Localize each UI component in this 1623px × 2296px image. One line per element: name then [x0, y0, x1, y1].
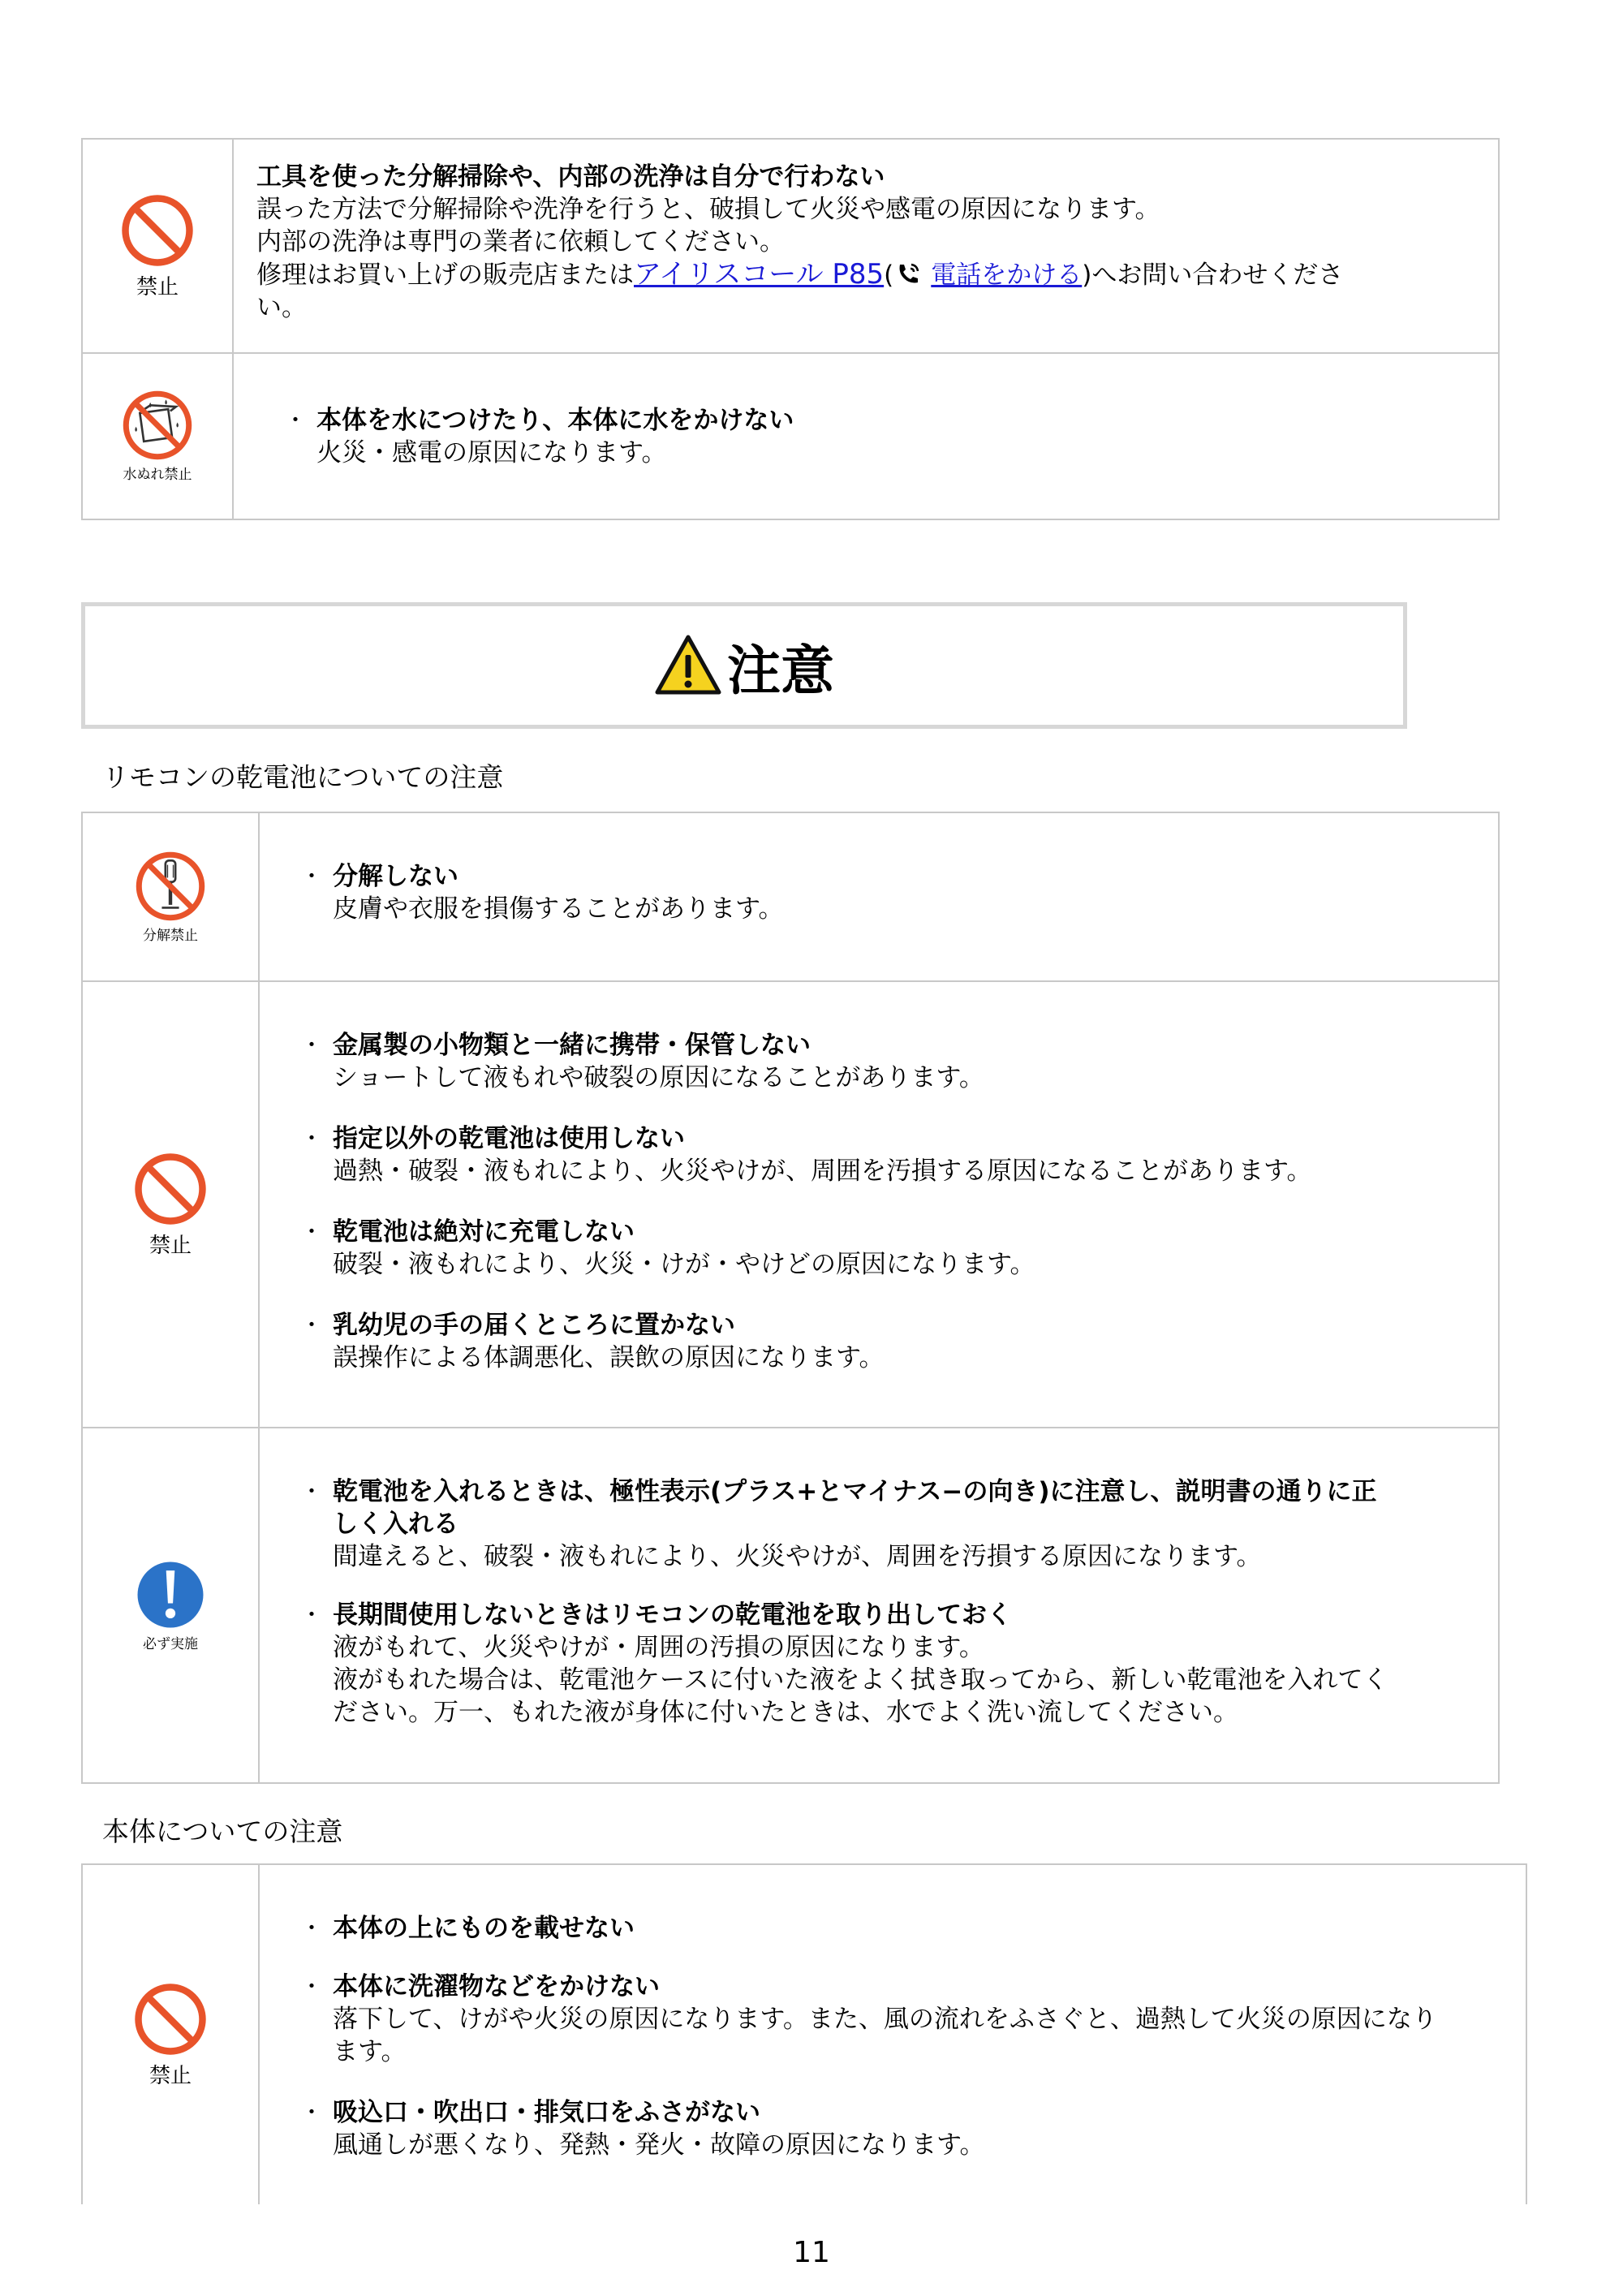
bullet: ・ [300, 1218, 324, 1245]
item-desc: 破裂・液もれにより、火災・けが・やけどの原因になります。 [333, 1250, 1035, 1279]
warning-triangle-icon [654, 634, 722, 697]
icon-label: 禁止 [149, 1233, 192, 1258]
item-title: 金属製の小物類と一緒に携帯・保管しない [333, 1031, 811, 1060]
page-number: 11 [793, 2236, 830, 2269]
call-link[interactable]: 電話をかける [931, 261, 1083, 290]
iris-call-link[interactable]: アイリスコール P85 [634, 258, 885, 291]
item-title: 本体を水につけたり、本体に水をかけない [316, 406, 794, 435]
item-desc: ショートして液もれや破裂の原因になることがあります。 [333, 1063, 984, 1092]
item-desc: 皮膚や衣服を損傷することがあります。 [333, 894, 784, 924]
list-item [300, 1599, 1482, 1729]
warning-title: 工具を使った分解掃除や、内部の洗浄は自分で行わない [256, 162, 885, 192]
list-item [300, 1475, 1482, 1573]
bullet: ・ [300, 863, 324, 890]
section-heading: 本体についての注意 [102, 1816, 343, 1847]
caution-banner [81, 602, 1407, 729]
item-title: 指定以外の乾電池は使用しない [333, 1124, 685, 1153]
list-item [300, 1029, 1482, 1094]
text-span: ( [884, 261, 894, 290]
bullet: ・ [300, 1312, 324, 1338]
item-desc: 風通しが悪くなり、発熱・発火・故障の原因になります。 [333, 2130, 985, 2160]
icon-label: 分解禁止 [143, 927, 198, 944]
section-heading: リモコンの乾電池についての注意 [102, 761, 504, 793]
warning-text: い。 [256, 293, 307, 322]
item-title: 乳幼児の手の届くところに置かない [333, 1311, 735, 1340]
item-title: 長期間使用しないときはリモコンの乾電池を取り出しておく [333, 1600, 1012, 1630]
prohibited-icon [119, 192, 196, 269]
warning-text: 内部の洗浄は専門の業者に依頼してください。 [256, 227, 785, 256]
item-desc: 誤操作による体調悪化、誤飲の原因になります。 [333, 1343, 885, 1372]
item-title: 分解しない [333, 862, 458, 891]
table-row [83, 980, 1498, 1427]
icon-label: 水ぬれ禁止 [123, 467, 192, 483]
text-cell [234, 354, 1498, 519]
table-row [83, 813, 1498, 980]
item-desc: 液がもれて、火災やけが・周囲の汚損の原因になります。 [333, 1633, 984, 1662]
list-item [300, 860, 1482, 925]
item-title: 乾電池は絶対に充電しない [333, 1217, 635, 1247]
bullet: ・ [300, 1125, 324, 1152]
item-title: 乾電池を入れるときは、極性表示(プラス+とマイナス−の向き)に注意し、説明書の通りに正 [333, 1477, 1377, 1506]
bullet: ・ [300, 2099, 324, 2126]
item-title: 本体に洗濯物などをかけない [333, 1972, 660, 2001]
bullet: ・ [300, 1032, 324, 1058]
icon-label: 禁止 [136, 274, 179, 299]
item-desc: 液がもれた場合は、乾電池ケースに付いた液をよく拭き取ってから、新しい乾電池を入れてく [333, 1665, 1388, 1695]
item-desc: 間違えると、破裂・液もれにより、火災やけが、周囲を汚損する原因になります。 [333, 1542, 1262, 1571]
icon-label: 必ず実施 [143, 1635, 198, 1652]
bullet: ・ [300, 1478, 324, 1505]
no-water-icon [122, 390, 193, 461]
item-desc: 過熱・破裂・液もれにより、火災やけが、周囲を汚損する原因になることがあります。 [333, 1157, 1312, 1186]
list-item [300, 1309, 1482, 1374]
list-item [300, 1122, 1482, 1187]
item-title: しく入れる [333, 1510, 458, 1539]
item-desc: ださい。万一、もれた液が身体に付いたときは、水でよく洗い流してください。 [333, 1698, 1238, 1727]
icon-cell [83, 140, 234, 352]
bullet: ・ [300, 1973, 324, 2000]
item-title: 本体の上にものを載せない [333, 1914, 635, 1943]
icon-cell [83, 1428, 260, 1782]
icon-cell [83, 813, 260, 980]
bullet: ・ [300, 1915, 324, 1941]
icon-cell [83, 1865, 260, 2204]
list-item [284, 404, 1482, 469]
table-row [83, 1865, 1526, 2204]
text-cell [260, 982, 1498, 1427]
bullet: ・ [300, 1601, 324, 1628]
list-item [300, 2096, 1509, 2161]
table-row [83, 1427, 1498, 1782]
item-title: 吸込口・吹出口・排気口をふさがない [333, 2098, 760, 2127]
icon-label: 禁止 [149, 2063, 192, 2088]
table-row [83, 140, 1498, 352]
text-span: )へお問い合わせくださ [1082, 261, 1344, 290]
text-cell [260, 1428, 1498, 1782]
text-cell [260, 1865, 1526, 2204]
prohibited-icon [132, 1981, 209, 2057]
list-item [300, 1971, 1509, 2068]
no-disassembly-icon [135, 851, 206, 922]
table-row [83, 352, 1498, 519]
text-cell [234, 140, 1498, 352]
list-item [300, 1216, 1482, 1281]
prohibited-icon [132, 1151, 209, 1227]
caution-table-battery [81, 812, 1500, 1784]
item-desc: ます。 [333, 2037, 407, 2066]
text-span: 修理はお買い上げの販売店または [256, 261, 634, 290]
caution-title: 注意 [727, 639, 834, 702]
icon-cell [83, 354, 234, 519]
icon-cell [83, 982, 260, 1427]
text-cell [260, 813, 1498, 980]
item-desc: 火災・感電の原因になります。 [316, 438, 667, 467]
mandatory-icon [135, 1559, 206, 1630]
warning-table [81, 138, 1500, 520]
list-item [300, 1912, 1509, 1945]
warning-text: 誤った方法で分解掃除や洗浄を行うと、破損して火災や感電の原因になります。 [256, 195, 1160, 224]
warning-text [256, 258, 1498, 291]
caution-table-body [81, 1863, 1527, 2204]
phone-icon [895, 262, 923, 286]
item-desc: 落下して、けがや火災の原因になります。また、風の流れをふさぐと、過熱して火災の原因になり [333, 2005, 1437, 2034]
bullet: ・ [284, 407, 308, 433]
